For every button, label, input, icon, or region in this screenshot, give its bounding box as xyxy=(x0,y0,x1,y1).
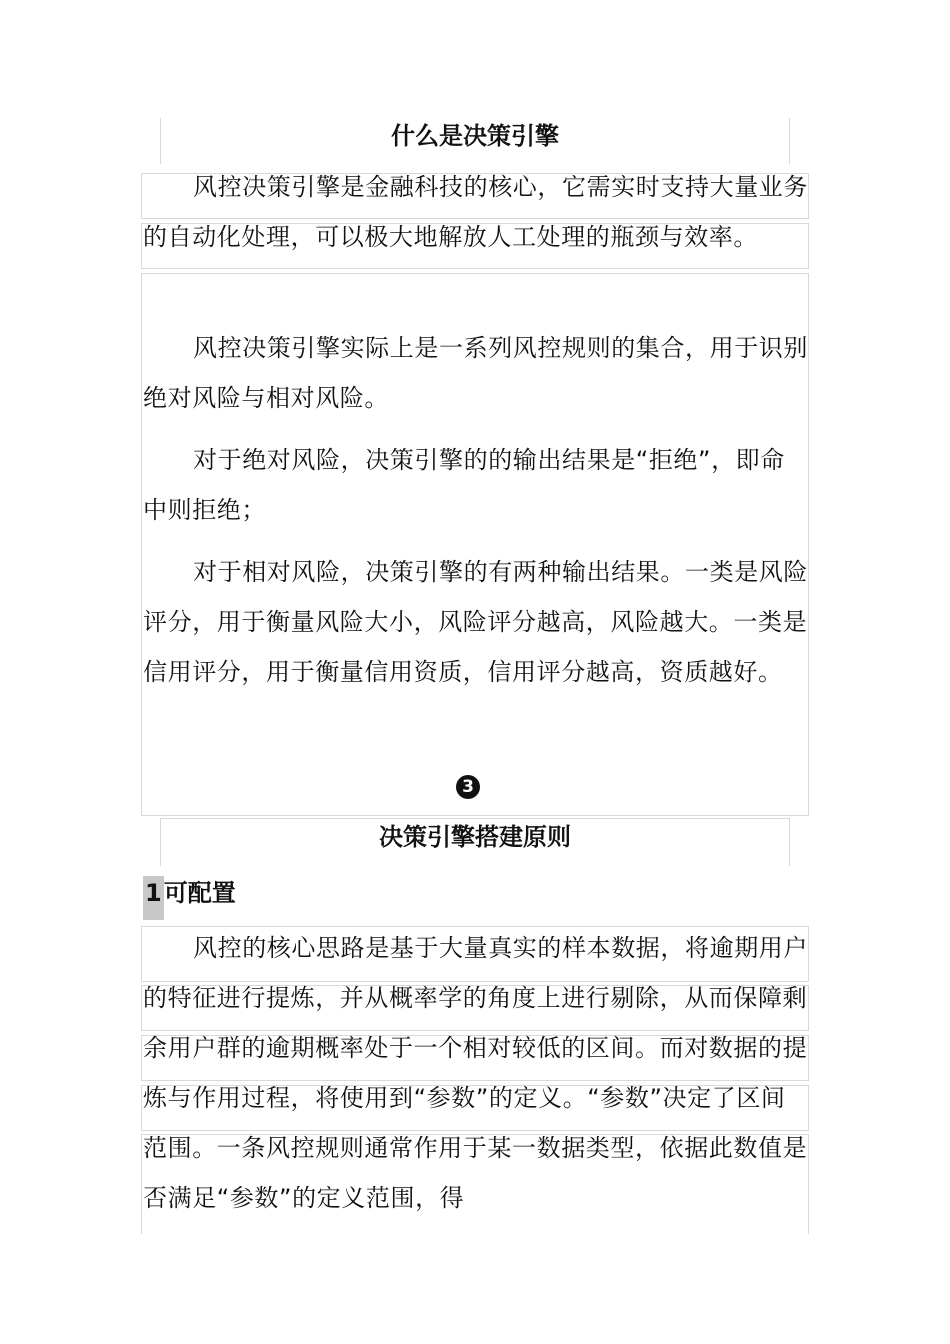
body-paragraph: 风控决策引擎实际上是一系列风控规则的集合，用于识别绝对风险与相对风险。 xyxy=(143,334,808,412)
body-paragraph: 风控决策引擎是金融科技的核心，它需实时支持大量业务的自动化处理，可以极大地解放人工处理的瓶颈与效率。 xyxy=(143,173,808,251)
body-paragraph: 风控的核心思路是基于大量真实的样本数据，将逾期用户的特征进行提炼，并从概率学的角度上进行剔除，从而保障剩余用户群的逾期概率处于一个相对较低的区间。而对数据的提炼与作用过程，将使用到“参数”的定义。“参数”决定了区间范围。一条风控规则通常作用于某一数据类型，依据此数值是否满足“参数”的定义范围，得 xyxy=(143,934,808,1212)
body-paragraph: 对于相对风险，决策引擎的有两种输出结果。一类是风险评分，用于衡量风险大小，风险评分越高，风险越大。一类是信用评分，用于衡量信用资质，信用评分越高，资质越好。 xyxy=(143,558,808,686)
section-heading: 什么是决策引擎 xyxy=(391,122,559,150)
subsection-number: 1 xyxy=(143,876,164,920)
section-number-badge: 3 xyxy=(456,775,480,799)
subsection-heading xyxy=(143,876,236,910)
subsection-title: 可配置 xyxy=(163,879,236,907)
section-heading: 决策引擎搭建原则 xyxy=(379,823,571,851)
body-paragraph: 对于绝对风险，决策引擎的的输出结果是“拒绝”，即命中则拒绝； xyxy=(143,446,785,524)
